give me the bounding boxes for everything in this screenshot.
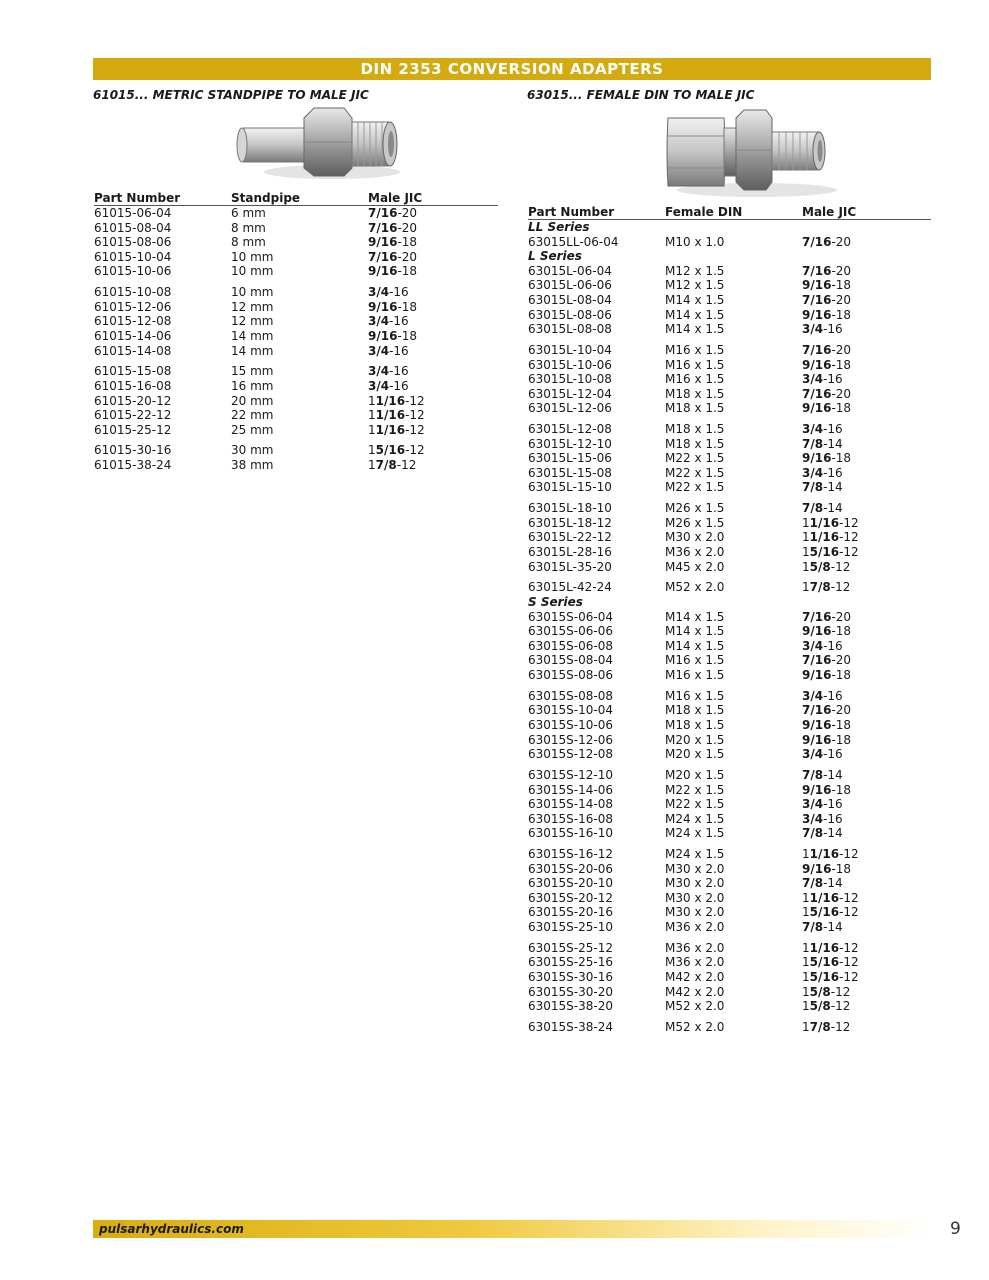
- table-row: [528, 891, 931, 906]
- male-jic-cell: 9/16-18: [802, 732, 852, 747]
- part-number-cell: 63015S-38-20: [528, 999, 613, 1014]
- table-row: [528, 235, 931, 250]
- page-title: DIN 2353 CONVERSION ADAPTERS: [93, 58, 931, 80]
- table-row: [94, 329, 498, 344]
- part-number-cell: 63015S-14-08: [528, 797, 613, 812]
- male-jic-cell: 3/4-16: [368, 378, 409, 393]
- table-row: [94, 264, 498, 279]
- female-din-cell: M16 x 1.5: [665, 357, 725, 372]
- female-din-cell: M14 x 1.5: [665, 638, 725, 653]
- table-row: [94, 458, 498, 473]
- header-male-jic: Male JIC: [368, 191, 423, 205]
- male-jic-cell: 9/16-18: [368, 328, 418, 343]
- series-heading: LL Series: [528, 220, 590, 234]
- table-row: [528, 812, 931, 827]
- table-row: [528, 999, 931, 1014]
- female-din-cell: M14 x 1.5: [665, 307, 725, 322]
- table-row: [528, 387, 931, 402]
- standpipe-adapter-image: [232, 104, 402, 182]
- part-number-cell: 63015S-10-04: [528, 703, 613, 718]
- table-row: [528, 768, 931, 783]
- male-jic-cell: 7/8-14: [802, 826, 843, 841]
- part-number-cell: 61015-06-04: [94, 206, 172, 220]
- male-jic-cell: 3/4-16: [368, 364, 409, 379]
- part-number-cell: 61015-30-16: [94, 443, 172, 458]
- header-standpipe: Standpipe: [231, 191, 301, 205]
- male-jic-cell: 11/16-12: [368, 422, 425, 437]
- header-female-din: Female DIN: [665, 205, 743, 219]
- female-din-cell: M14 x 1.5: [665, 609, 725, 624]
- part-number-cell: 63015S-06-04: [528, 609, 613, 624]
- table-row: [94, 364, 498, 379]
- female-din-cell: M26 x 1.5: [665, 501, 725, 516]
- male-jic-cell: 7/8-14: [802, 767, 843, 782]
- part-number-cell: 63015S-25-16: [528, 955, 613, 970]
- female-din-cell: M18 x 1.5: [665, 422, 725, 437]
- male-jic-cell: 3/4-16: [802, 322, 843, 337]
- male-jic-cell: 3/4-16: [368, 343, 409, 358]
- part-number-cell: 61015-12-08: [94, 314, 172, 329]
- part-number-cell: 63015S-12-06: [528, 732, 613, 747]
- female-din-cell: M22 x 1.5: [665, 465, 725, 480]
- table-row: [528, 703, 931, 718]
- table-row: [528, 501, 931, 516]
- footer-bar: [93, 1220, 931, 1238]
- male-jic-cell: 7/16-20: [802, 386, 852, 401]
- male-jic-cell: 7/8-14: [802, 480, 843, 495]
- table-row: [94, 408, 498, 423]
- female-din-cell: M30 x 2.0: [665, 876, 725, 891]
- part-number-cell: 61015-15-08: [94, 364, 172, 379]
- part-number-cell: 61015-16-08: [94, 378, 172, 393]
- standpipe-cell: 14 mm: [231, 328, 274, 343]
- part-number-cell: 61015-22-12: [94, 408, 172, 423]
- table-row: [528, 516, 931, 531]
- female-din-cell: M24 x 1.5: [665, 826, 725, 841]
- male-jic-cell: 11/16-12: [368, 408, 425, 423]
- part-number-cell: 63015S-06-08: [528, 638, 613, 653]
- table-row: [528, 437, 931, 452]
- part-number-cell: 63015L-28-16: [528, 545, 612, 560]
- female-din-cell: M18 x 1.5: [665, 386, 725, 401]
- standpipe-cell: 10 mm: [231, 285, 274, 300]
- male-jic-cell: 3/4-16: [802, 747, 843, 762]
- female-din-cell: M24 x 1.5: [665, 847, 725, 862]
- male-jic-cell: 7/16-20: [802, 234, 852, 249]
- female-din-cell: M10 x 1.0: [665, 234, 725, 249]
- male-jic-cell: 7/16-20: [368, 206, 418, 220]
- part-number-cell: 63015L-10-08: [528, 372, 612, 387]
- male-jic-cell: 7/8-14: [802, 876, 843, 891]
- part-number-cell: 63015S-30-20: [528, 984, 613, 999]
- part-number-cell: 61015-38-24: [94, 458, 172, 473]
- female-din-cell: M26 x 1.5: [665, 515, 725, 530]
- table-row: [528, 747, 931, 762]
- male-jic-cell: 9/16-18: [802, 401, 852, 416]
- header-part-number: Part Number: [528, 205, 615, 219]
- part-number-cell: 63015L-22-12: [528, 530, 612, 545]
- part-number-cell: 63015S-20-10: [528, 876, 613, 891]
- male-jic-cell: 15/8-12: [802, 999, 851, 1014]
- male-jic-cell: 11/16-12: [368, 393, 425, 408]
- part-number-cell: 61015-14-06: [94, 328, 172, 343]
- part-number-cell: 63015L-12-06: [528, 401, 612, 416]
- table-row: [528, 639, 931, 654]
- female-din-cell: M36 x 2.0: [665, 940, 725, 955]
- part-number-cell: 61015-12-06: [94, 299, 172, 314]
- part-number-cell: 63015L-10-06: [528, 357, 612, 372]
- female-din-cell: M22 x 1.5: [665, 782, 725, 797]
- male-jic-cell: 11/16-12: [802, 890, 859, 905]
- female-din-cell: M14 x 1.5: [665, 624, 725, 639]
- female-din-cell: M24 x 1.5: [665, 811, 725, 826]
- male-jic-cell: 9/16-18: [368, 264, 418, 279]
- standpipe-cell: 10 mm: [231, 249, 274, 264]
- table-row: [528, 955, 931, 970]
- male-jic-cell: 3/4-16: [802, 797, 843, 812]
- male-jic-cell: 15/16-12: [368, 443, 425, 458]
- female-din-cell: M16 x 1.5: [665, 667, 725, 682]
- part-number-cell: 63015L-08-06: [528, 307, 612, 322]
- female-din-cell: M52 x 2.0: [665, 999, 725, 1014]
- part-number-cell: 63015S-16-10: [528, 826, 613, 841]
- part-number-cell: 63015S-12-08: [528, 747, 613, 762]
- part-number-cell: 63015L-06-06: [528, 278, 612, 293]
- male-jic-cell: 3/4-16: [802, 465, 843, 480]
- female-din-cell: M42 x 2.0: [665, 970, 725, 984]
- female-din-cell: M22 x 1.5: [665, 797, 725, 812]
- table-header: [528, 205, 931, 220]
- male-jic-cell: 11/16-12: [802, 847, 859, 862]
- male-jic-cell: 9/16-18: [802, 278, 852, 293]
- female-din-adapter-image: [662, 104, 842, 200]
- female-din-cell: M20 x 1.5: [665, 767, 725, 782]
- part-number-cell: 63015L-15-10: [528, 480, 612, 495]
- part-number-cell: 61015-08-04: [94, 220, 172, 235]
- table-row: [528, 322, 931, 337]
- part-number-cell: 63015S-06-06: [528, 624, 613, 639]
- table-row: [528, 1020, 931, 1035]
- male-jic-cell: 9/16-18: [802, 717, 852, 732]
- table-row: [94, 235, 498, 250]
- male-jic-cell: 7/8-14: [802, 920, 843, 935]
- part-number-cell: 63015L-35-20: [528, 559, 612, 574]
- table-row: [94, 300, 498, 315]
- table-row: [528, 733, 931, 748]
- table-row: [528, 308, 931, 323]
- table-row: [528, 480, 931, 495]
- male-jic-cell: 11/16-12: [802, 515, 859, 530]
- table-row: [528, 293, 931, 308]
- part-number-cell: 63015L-10-04: [528, 342, 612, 357]
- female-din-cell: M45 x 2.0: [665, 559, 725, 574]
- male-jic-cell: 9/16-18: [368, 235, 418, 250]
- female-din-cell: M36 x 2.0: [665, 545, 725, 560]
- table-row: [528, 610, 931, 625]
- part-number-cell: 63015L-18-12: [528, 515, 612, 530]
- page-number: 9: [950, 1219, 961, 1239]
- part-number-cell: 61015-20-12: [94, 393, 172, 408]
- male-jic-cell: 7/16-20: [802, 703, 852, 718]
- series-heading: S Series: [528, 595, 583, 609]
- table-header: [94, 191, 498, 206]
- table-row: [528, 862, 931, 877]
- part-number-cell: 61015-14-08: [94, 343, 172, 358]
- male-jic-cell: 17/8-12: [368, 458, 417, 473]
- male-jic-cell: 9/16-18: [802, 667, 852, 682]
- table-row: [528, 545, 931, 560]
- table-row: [528, 451, 931, 466]
- male-jic-cell: 15/16-12: [802, 970, 859, 984]
- part-number-cell: 61015-08-06: [94, 235, 172, 250]
- series-heading: L Series: [528, 249, 582, 264]
- standpipe-cell: 14 mm: [231, 343, 274, 358]
- female-din-cell: M18 x 1.5: [665, 436, 725, 451]
- table-row: [528, 689, 931, 704]
- part-number-cell: 63015S-25-12: [528, 940, 613, 955]
- male-jic-cell: 7/16-20: [802, 342, 852, 357]
- male-jic-cell: 9/16-18: [802, 451, 852, 466]
- standpipe-cell: 38 mm: [231, 458, 274, 473]
- female-din-cell: M22 x 1.5: [665, 451, 725, 466]
- male-jic-cell: 7/8-14: [802, 501, 843, 516]
- male-jic-cell: 7/16-20: [802, 292, 852, 307]
- part-number-cell: 63015S-08-04: [528, 653, 613, 668]
- male-jic-cell: 15/8-12: [802, 559, 851, 574]
- standpipe-cell: 15 mm: [231, 364, 274, 379]
- part-number-cell: 63015L-18-10: [528, 501, 612, 516]
- table-row: [528, 653, 931, 668]
- part-number-cell: 63015L-08-08: [528, 322, 612, 337]
- header-male-jic: Male JIC: [802, 205, 857, 219]
- male-jic-cell: 7/8-14: [802, 436, 843, 451]
- female-din-cell: M16 x 1.5: [665, 342, 725, 357]
- male-jic-cell: 15/16-12: [802, 905, 859, 920]
- table-row: [94, 206, 498, 221]
- table-row: [528, 466, 931, 481]
- male-jic-cell: 15/16-12: [802, 955, 859, 970]
- male-jic-cell: 17/8-12: [802, 580, 851, 595]
- standpipe-cell: 30 mm: [231, 443, 274, 458]
- header-part-number: Part Number: [94, 191, 181, 205]
- part-number-cell: 63015LL-06-04: [528, 234, 619, 249]
- table-row: [528, 358, 931, 373]
- part-number-cell: 63015L-15-06: [528, 451, 612, 466]
- part-number-cell: 63015L-15-08: [528, 465, 612, 480]
- table-row: [528, 278, 931, 293]
- part-number-cell: 63015L-06-04: [528, 263, 612, 278]
- part-number-cell: 63015S-20-16: [528, 905, 613, 920]
- standpipe-cell: 8 mm: [231, 220, 266, 235]
- female-din-cell: M30 x 2.0: [665, 530, 725, 545]
- part-number-cell: 63015L-12-04: [528, 386, 612, 401]
- table-row: [528, 718, 931, 733]
- part-number-cell: 63015S-16-12: [528, 847, 613, 862]
- standpipe-cell: 6 mm: [231, 206, 266, 220]
- female-din-cell: M14 x 1.5: [665, 292, 725, 307]
- male-jic-cell: 11/16-12: [802, 530, 859, 545]
- male-jic-cell: 3/4-16: [368, 285, 409, 300]
- female-din-cell: M12 x 1.5: [665, 278, 725, 293]
- left-parts-table: [94, 191, 498, 473]
- part-number-cell: 61015-10-08: [94, 285, 172, 300]
- female-din-cell: M18 x 1.5: [665, 717, 725, 732]
- part-number-cell: 63015S-12-10: [528, 767, 613, 782]
- right-section-title: 63015... FEMALE DIN TO MALE JIC: [527, 88, 755, 102]
- part-number-cell: 63015L-12-10: [528, 436, 612, 451]
- female-din-cell: M18 x 1.5: [665, 401, 725, 416]
- male-jic-cell: 9/16-18: [802, 782, 852, 797]
- table-row: [94, 221, 498, 236]
- male-jic-cell: 15/8-12: [802, 984, 851, 999]
- male-jic-cell: 9/16-18: [802, 624, 852, 639]
- part-number-cell: 63015S-38-24: [528, 1019, 613, 1034]
- male-jic-cell: 7/16-20: [368, 220, 418, 235]
- female-din-cell: M30 x 2.0: [665, 890, 725, 905]
- female-din-cell: M16 x 1.5: [665, 688, 725, 703]
- part-number-cell: 63015L-08-04: [528, 292, 612, 307]
- female-din-cell: M30 x 2.0: [665, 861, 725, 876]
- part-number-cell: 61015-10-04: [94, 249, 172, 264]
- table-row: [94, 379, 498, 394]
- female-din-cell: M36 x 2.0: [665, 920, 725, 935]
- male-jic-cell: 7/16-20: [802, 263, 852, 278]
- female-din-cell: M36 x 2.0: [665, 955, 725, 970]
- table-row: [94, 443, 498, 458]
- male-jic-cell: 7/16-20: [802, 653, 852, 668]
- table-row: [528, 920, 931, 935]
- female-din-cell: M52 x 2.0: [665, 580, 725, 595]
- part-number-cell: 63015L-42-24: [528, 580, 612, 595]
- part-number-cell: 63015S-10-06: [528, 717, 613, 732]
- standpipe-cell: 10 mm: [231, 264, 274, 279]
- male-jic-cell: 15/16-12: [802, 545, 859, 560]
- table-row: [528, 797, 931, 812]
- female-din-cell: M20 x 1.5: [665, 732, 725, 747]
- table-row: [94, 250, 498, 265]
- website-link[interactable]: pulsarhydraulics.com: [99, 1222, 244, 1236]
- male-jic-cell: 3/4-16: [802, 422, 843, 437]
- table-row: [528, 580, 931, 595]
- table-row: [94, 314, 498, 329]
- table-row: [528, 401, 931, 416]
- male-jic-cell: 3/4-16: [368, 314, 409, 329]
- female-din-cell: M22 x 1.5: [665, 480, 725, 495]
- table-row: [528, 970, 931, 985]
- standpipe-cell: 25 mm: [231, 422, 274, 437]
- table-row: [528, 422, 931, 437]
- left-section-title: 61015... METRIC STANDPIPE TO MALE JIC: [93, 88, 369, 102]
- male-jic-cell: 7/16-20: [802, 609, 852, 624]
- table-row: [528, 847, 931, 862]
- female-din-cell: M18 x 1.5: [665, 703, 725, 718]
- table-row: [94, 285, 498, 300]
- table-row: [528, 624, 931, 639]
- part-number-cell: 63015S-08-08: [528, 688, 613, 703]
- table-row: [528, 264, 931, 279]
- female-din-cell: M16 x 1.5: [665, 653, 725, 668]
- table-row: [94, 344, 498, 359]
- standpipe-cell: 22 mm: [231, 408, 274, 423]
- part-number-cell: 63015S-20-06: [528, 861, 613, 876]
- standpipe-cell: 12 mm: [231, 299, 274, 314]
- female-din-cell: M52 x 2.0: [665, 1019, 725, 1034]
- female-din-cell: M12 x 1.5: [665, 263, 725, 278]
- table-row: [528, 560, 931, 575]
- male-jic-cell: 3/4-16: [802, 811, 843, 826]
- part-number-cell: 63015S-14-06: [528, 782, 613, 797]
- table-row: [94, 394, 498, 409]
- table-row: [528, 372, 931, 387]
- female-din-cell: M14 x 1.5: [665, 322, 725, 337]
- right-parts-table: [528, 205, 931, 1035]
- female-din-cell: M20 x 1.5: [665, 747, 725, 762]
- male-jic-cell: 7/16-20: [368, 249, 418, 264]
- male-jic-cell: 3/4-16: [802, 372, 843, 387]
- part-number-cell: 63015S-20-12: [528, 890, 613, 905]
- male-jic-cell: 9/16-18: [802, 357, 852, 372]
- female-din-cell: M16 x 1.5: [665, 372, 725, 387]
- male-jic-cell: 9/16-18: [802, 861, 852, 876]
- part-number-cell: 63015S-16-08: [528, 811, 613, 826]
- male-jic-cell: 9/16-18: [802, 307, 852, 322]
- female-din-cell: M30 x 2.0: [665, 905, 725, 920]
- female-din-cell: M42 x 2.0: [665, 984, 725, 999]
- table-row: [528, 876, 931, 891]
- part-number-cell: 61015-10-06: [94, 264, 172, 279]
- male-jic-cell: 11/16-12: [802, 940, 859, 955]
- standpipe-cell: 16 mm: [231, 378, 274, 393]
- standpipe-cell: 8 mm: [231, 235, 266, 250]
- table-row: [528, 343, 931, 358]
- part-number-cell: 63015S-30-16: [528, 970, 613, 984]
- table-row: [528, 826, 931, 841]
- standpipe-cell: 20 mm: [231, 393, 274, 408]
- male-jic-cell: 3/4-16: [802, 688, 843, 703]
- table-row: [94, 423, 498, 438]
- part-number-cell: 63015L-12-08: [528, 422, 612, 437]
- table-row: [528, 783, 931, 798]
- table-row: [528, 905, 931, 920]
- male-jic-cell: 17/8-12: [802, 1019, 851, 1034]
- table-row: [528, 941, 931, 956]
- standpipe-cell: 12 mm: [231, 314, 274, 329]
- table-row: [528, 985, 931, 1000]
- table-row: [528, 530, 931, 545]
- male-jic-cell: 3/4-16: [802, 638, 843, 653]
- part-number-cell: 63015S-08-06: [528, 667, 613, 682]
- male-jic-cell: 9/16-18: [368, 299, 418, 314]
- part-number-cell: 61015-25-12: [94, 422, 172, 437]
- part-number-cell: 63015S-25-10: [528, 920, 613, 935]
- table-row: [528, 668, 931, 683]
